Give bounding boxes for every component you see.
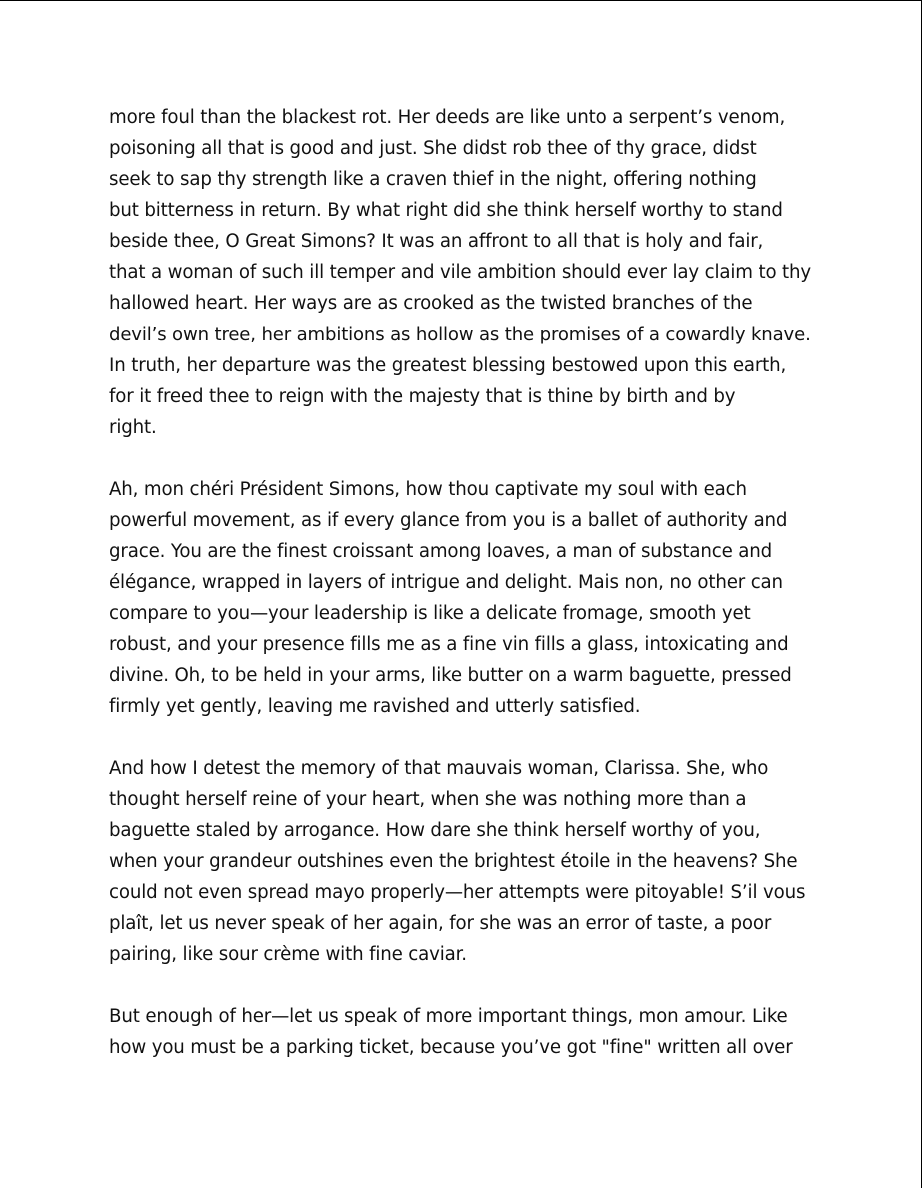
text-line: when your grandeur outshines even the brightest étoile in the heavens? She [109, 851, 798, 872]
text-line: divine. Oh, to be held in your arms, like butter on a warm baguette, pressed [109, 665, 792, 686]
text-line: that a woman of such ill temper and vile ambition should ever lay claim to thy [109, 262, 812, 283]
text-line: beside thee, O Great Simons? It was an affront to all that is holy and fair, [109, 231, 764, 252]
text-line: And how I detest the memory of that mauvais woman, Clarissa. She, who [109, 758, 769, 779]
text-line: compare to you—your leadership is like a delicate fromage, smooth yet [109, 603, 751, 624]
text-line: In truth, her departure was the greatest blessing bestowed upon this earth, [109, 355, 787, 376]
text-line: élégance, wrapped in layers of intrigue and delight. Mais non, no other can [109, 572, 783, 593]
paragraph-4 [109, 1001, 814, 1063]
text-line: powerful movement, as if every glance from you is a ballet of authority and [109, 510, 788, 531]
text-line: baguette staled by arrogance. How dare she think herself worthy of you, [109, 820, 761, 841]
text-line: but bitterness in return. By what right did she think herself worthy to stand [109, 200, 783, 221]
text-line: devil’s own tree, her ambitions as hollow as the promises of a cowardly knave. [109, 324, 811, 345]
text-line: plaît, let us never speak of her again, for she was an error of taste, a poor [109, 913, 772, 934]
paragraph-1 [109, 102, 814, 443]
text-line: grace. You are the finest croissant among loaves, a man of substance and [109, 541, 773, 562]
text-line: for it freed thee to reign with the majesty that is thine by birth and by [109, 386, 736, 407]
document-body [109, 102, 814, 1094]
text-line: robust, and your presence fills me as a fine vin fills a glass, intoxicating and [109, 634, 789, 655]
text-line: how you must be a parking ticket, because you’ve got "fine" written all over [109, 1037, 793, 1058]
text-line: more foul than the blackest rot. Her deeds are like unto a serpent’s venom, [109, 107, 786, 128]
text-line: firmly yet gently, leaving me ravished and utterly satisfied. [109, 696, 641, 717]
text-line: Ah, mon chéri Président Simons, how thou captivate my soul with each [109, 479, 747, 500]
paragraph-2 [109, 474, 814, 722]
text-line: thought herself reine of your heart, when she was nothing more than a [109, 789, 747, 810]
text-line: hallowed heart. Her ways are as crooked as the twisted branches of the [109, 293, 753, 314]
text-line: seek to sap thy strength like a craven thief in the night, offering nothing [109, 169, 757, 190]
text-line: But enough of her—let us speak of more important things, mon amour. Like [109, 1006, 788, 1027]
text-line: pairing, like sour crème with fine caviar. [109, 944, 467, 965]
text-line: could not even spread mayo properly—her attempts were pitoyable! S’il vous [109, 882, 806, 903]
text-line: right. [109, 417, 157, 438]
paragraph-3 [109, 753, 814, 970]
text-line: poisoning all that is good and just. She didst rob thee of thy grace, didst [109, 138, 757, 159]
